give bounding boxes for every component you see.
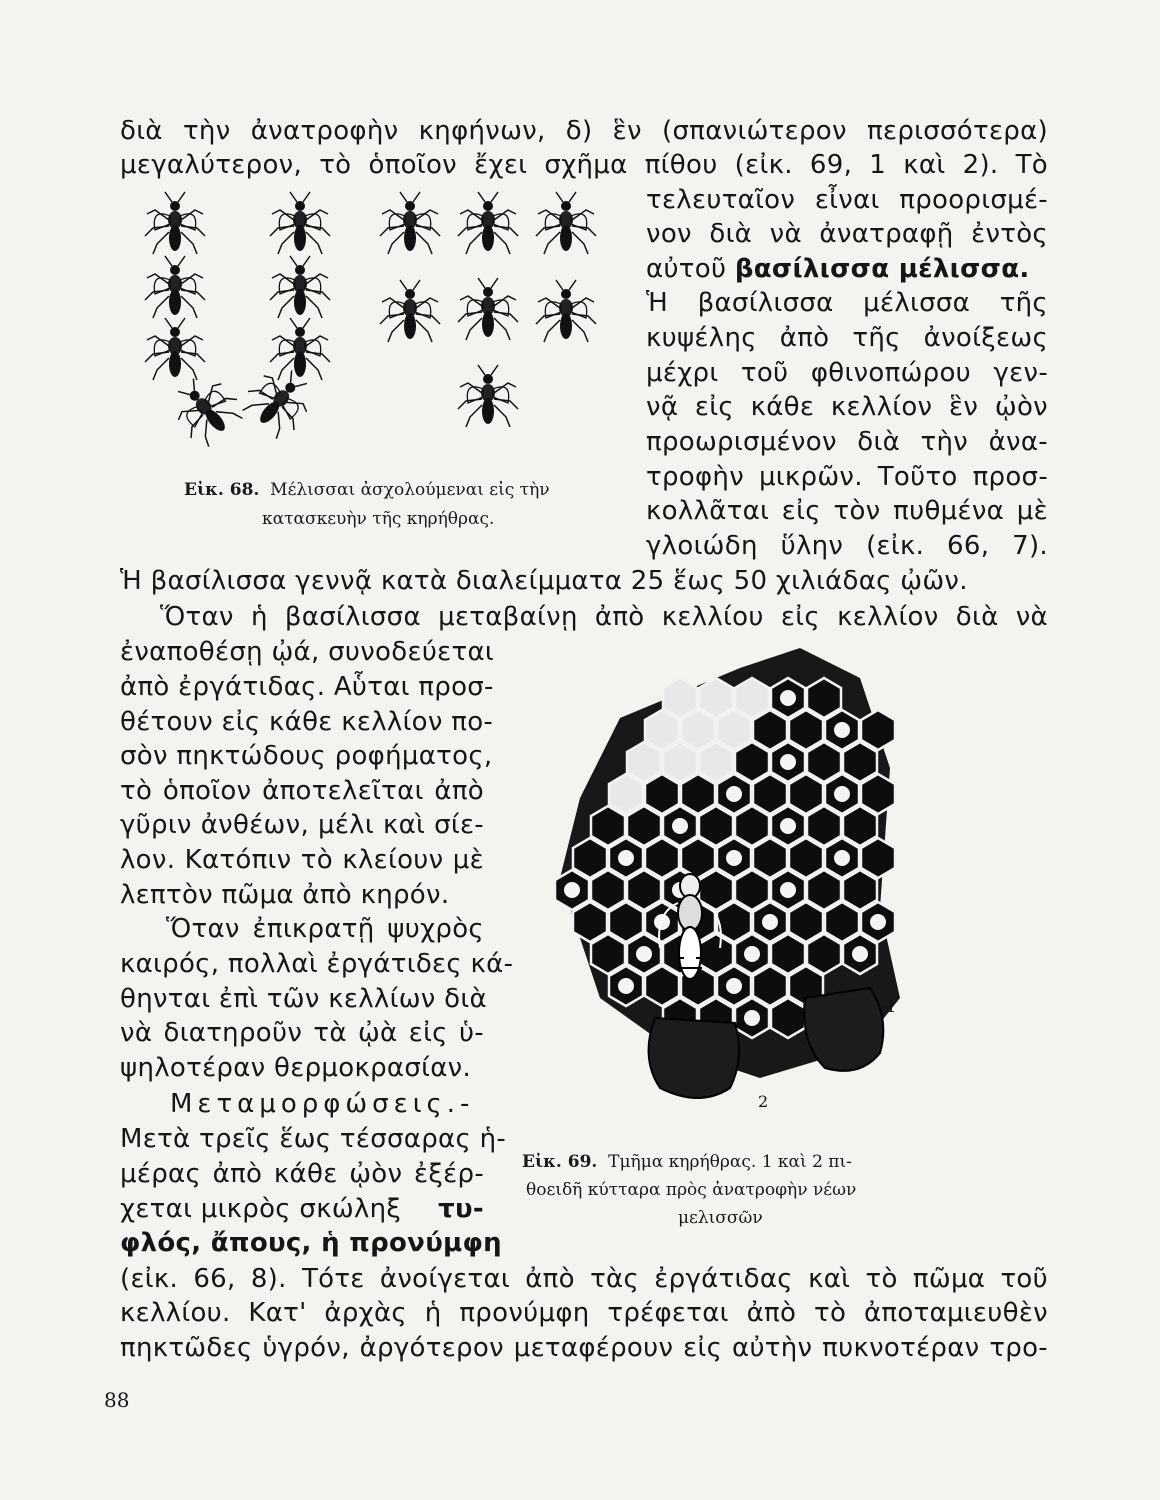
comb-cell	[645, 774, 679, 814]
larva-mark	[834, 786, 850, 802]
bee-icon	[458, 192, 518, 254]
text-line: μέρας ἀπὸ κάθε ᾠὸν ἐξέρ-	[120, 1159, 484, 1189]
bee-icon	[163, 366, 249, 452]
comb-cell	[843, 806, 877, 846]
text-line: (εἰκ. 66, 8). Τότε ἀνοίγεται ἀπὸ τὰς ἐργάτιδας καὶ τὸ πῶμα τοῦ	[120, 1264, 1048, 1294]
text-line: καιρός, πολλαὶ ἐργάτιδες κά-	[120, 949, 514, 979]
larva-mark	[780, 818, 796, 834]
larva-mark	[744, 1010, 760, 1026]
text-line: τροφὴν μικρῶν. Τοῦτο προσ-	[646, 462, 1048, 492]
figure-68-bees-illustration	[130, 190, 620, 450]
comb-cell	[627, 806, 661, 846]
comb-cell	[861, 774, 895, 814]
text-line: Ὅταν ἐπικρατῇ ψυχρὸς	[166, 914, 484, 944]
text-line: πηκτῶδες ὑγρόν, ἀργότερον μεταφέρουν εἰς αὐτὴν πυκνοτέραν τρο-	[120, 1333, 1048, 1363]
text-line: θηνται ἐπὶ τῶν κελλίων διὰ	[120, 984, 487, 1014]
bee-icon	[145, 192, 205, 254]
comb-cell	[627, 742, 661, 782]
comb-cell	[735, 870, 769, 910]
comb-cell	[789, 774, 823, 814]
larva-mark	[672, 818, 688, 834]
larva-mark	[726, 978, 742, 994]
figure-68-caption-line	[184, 478, 550, 502]
text-line: Ἡ βασίλισσα μέλισσα τῆς	[646, 288, 1048, 318]
figure-69-honeycomb-illustration	[560, 648, 910, 1118]
comb-cell	[807, 806, 841, 846]
text-span: χεται μικρὸς σκώληξ	[120, 1194, 402, 1224]
figure-68-caption-text: Μέλισσαι ἀσχολούμεναι εἰς τὴν	[270, 480, 550, 500]
text-line: μεγαλύτερον, τὸ ὁποῖον ἔχει σχῆμα πίθου (εἰκ. 69, 1 καὶ 2). Τὸ	[120, 150, 1048, 180]
comb-cell	[807, 742, 841, 782]
queen-cell-1	[804, 988, 883, 1071]
larva-mark	[726, 786, 742, 802]
text-line	[646, 252, 1048, 286]
text-line: ἀπὸ ἐργάτιδας. Αὗται προσ-	[120, 672, 494, 702]
figure-69-caption-text: Τμῆμα κηρήθρας. 1 καὶ 2 πι-	[608, 1152, 852, 1172]
comb-cell	[861, 838, 895, 878]
text-line	[120, 1192, 484, 1226]
larva-mark	[744, 946, 760, 962]
comb-cell	[573, 902, 607, 942]
figure-68-caption-line: κατασκευὴν τῆς κηρήθρας.	[262, 509, 495, 529]
text-line: ἐναποθέσῃ ᾠά, συνοδεύεται	[120, 637, 495, 667]
comb-cell	[681, 710, 715, 750]
bee-icon	[536, 192, 596, 254]
comb-cell	[843, 742, 877, 782]
comb-cell	[789, 838, 823, 878]
comb-cell	[699, 806, 733, 846]
larva-mark	[636, 946, 652, 962]
bold-term: φλός, ἄπους, ἡ προνύμφη	[120, 1228, 502, 1258]
figure-69-caption-line: θοειδῆ κύτταρα πρὸς ἀνατροφὴν νέων	[526, 1180, 857, 1200]
text-line: νᾷ εἰς κάθε κελλίον ἓν ᾠὸν	[646, 392, 1048, 422]
comb-cell	[663, 678, 697, 718]
comb-cell	[645, 966, 679, 1006]
comb-cell	[591, 934, 625, 974]
figure-69-caption-line	[522, 1150, 852, 1174]
text-line: Ἡ βασίλισσα γεννᾷ κατὰ διαλείμματα 25 ἕως 50 χιλιάδας ᾠῶν.	[120, 566, 968, 596]
comb-cell	[681, 838, 715, 878]
bee-icon	[536, 280, 596, 342]
comb-cell	[735, 742, 769, 782]
comb-cell	[681, 774, 715, 814]
bold-term: βασίλισσα μέλισσα.	[734, 254, 1030, 284]
comb-cell	[591, 870, 625, 910]
comb-cell	[753, 838, 787, 878]
text-line: γῦριν ἀνθέων, μέλι καὶ σίε-	[120, 810, 484, 840]
page-number: 88	[104, 1388, 130, 1412]
queen-cell-2	[649, 1018, 739, 1098]
text-line: προωρισμένον διὰ τὴν ἀνα-	[646, 427, 1048, 457]
comb-cell	[699, 934, 733, 974]
comb-cell	[573, 838, 607, 878]
comb-cell	[699, 742, 733, 782]
figure-69-label: Εἰκ. 69.	[522, 1152, 598, 1172]
comb-cell	[645, 838, 679, 878]
text-line: κολλᾶται εἰς τὸν πυθμένα μὲ	[646, 496, 1048, 526]
comb-cell	[627, 870, 661, 910]
comb-cell	[591, 806, 625, 846]
comb-cell	[717, 710, 751, 750]
larva-mark	[762, 914, 778, 930]
bee-icon	[145, 318, 205, 380]
figure-69-mark-2: 2	[758, 1092, 769, 1111]
text-line: ψηλοτέραν θερμοκρασίαν.	[120, 1053, 472, 1083]
text-line: Μετὰ τρεῖς ἕως τέσσαρας ἡ-	[120, 1124, 507, 1154]
comb-cell	[753, 710, 787, 750]
bee-icon	[145, 256, 205, 318]
text-line: κυψέλης ἀπὸ τῆς ἀνοίξεως	[646, 323, 1048, 353]
comb-cell	[609, 774, 643, 814]
text-line: νὰ διατηροῦν τὰ ᾠὰ εἰς ὑ-	[120, 1018, 484, 1048]
bee-icon	[380, 280, 440, 342]
comb-cell	[753, 966, 787, 1006]
text-line: μέχρι τοῦ φθινοπώρου γεν-	[646, 358, 1048, 388]
text-line: λον. Κατόπιν τὸ κλείουν μὲ	[120, 845, 484, 875]
larva-mark	[834, 850, 850, 866]
bold-term: τυ-	[438, 1194, 484, 1224]
comb-cell	[771, 998, 805, 1038]
larva-mark	[780, 690, 796, 706]
comb-cell	[735, 678, 769, 718]
figure-68-label: Εἰκ. 68.	[184, 480, 260, 500]
bee-icon	[270, 192, 330, 254]
comb-cell	[645, 710, 679, 750]
larva-mark	[618, 850, 634, 866]
comb-cell	[735, 806, 769, 846]
larva-mark	[780, 882, 796, 898]
comb-cell	[789, 710, 823, 750]
bee-icon	[458, 365, 518, 427]
comb-cell	[843, 870, 877, 910]
text-line: λεπτὸν πῶμα ἀπὸ κηρόν.	[120, 880, 450, 910]
comb-cell	[825, 902, 859, 942]
larva-mark	[618, 978, 634, 994]
bee-icon	[236, 358, 322, 444]
comb-cell	[717, 902, 751, 942]
text-line: διὰ τὴν ἀνατροφὴν κηφήνων, δ) ἓν (σπανιώτερον περισσότερα)	[120, 116, 1048, 146]
larva-mark	[726, 850, 742, 866]
text-line: νον διὰ νὰ ἀνατραφῇ ἐντὸς	[646, 219, 1048, 249]
comb-cell	[699, 678, 733, 718]
text-line: τελευταῖον εἶναι προορισμέ-	[646, 185, 1048, 215]
larva-mark	[870, 914, 886, 930]
larva-mark	[852, 946, 868, 962]
text-line: τὸ ὁποῖον ἀποτελεῖται ἀπὸ	[120, 776, 484, 806]
text-line: σὸν πηκτώδους ροφήματος,	[120, 741, 493, 771]
text-line: Ὅταν ἡ βασίλισσα μεταβαίνῃ ἀπὸ κελλίου εἰς κελλίον διὰ νὰ	[160, 602, 1048, 632]
larva-mark	[834, 722, 850, 738]
figure-69-caption-line: μελισσῶν	[678, 1208, 763, 1228]
comb-cell	[789, 902, 823, 942]
text-line: κελλίου. Κατ' ἀρχὰς ἡ προνύμφη τρέφεται ἀπὸ τὸ ἀποταμιευθὲν	[120, 1298, 1048, 1328]
bee-icon	[380, 192, 440, 254]
bee-icon	[270, 256, 330, 318]
comb-cell	[609, 902, 643, 942]
text-span: αὐτοῦ	[646, 254, 735, 284]
comb-cell	[663, 742, 697, 782]
text-line: θέτουν εἰς κάθε κελλίον πο-	[120, 707, 494, 737]
comb-cell	[807, 934, 841, 974]
comb-cell	[807, 870, 841, 910]
text-line: γλοιώδη ὕλην (εἰκ. 66, 7).	[646, 531, 1048, 561]
bee-icon	[270, 318, 330, 380]
figure-69-mark-1: 1	[886, 997, 897, 1016]
section-heading: Μεταμορφώσεις.-	[170, 1089, 475, 1119]
comb-cell	[753, 774, 787, 814]
comb-cell	[807, 678, 841, 718]
comb-cell	[861, 710, 895, 750]
comb-cell	[771, 934, 805, 974]
bee-icon	[458, 278, 518, 340]
larva-mark	[564, 882, 580, 898]
larva-mark	[780, 754, 796, 770]
